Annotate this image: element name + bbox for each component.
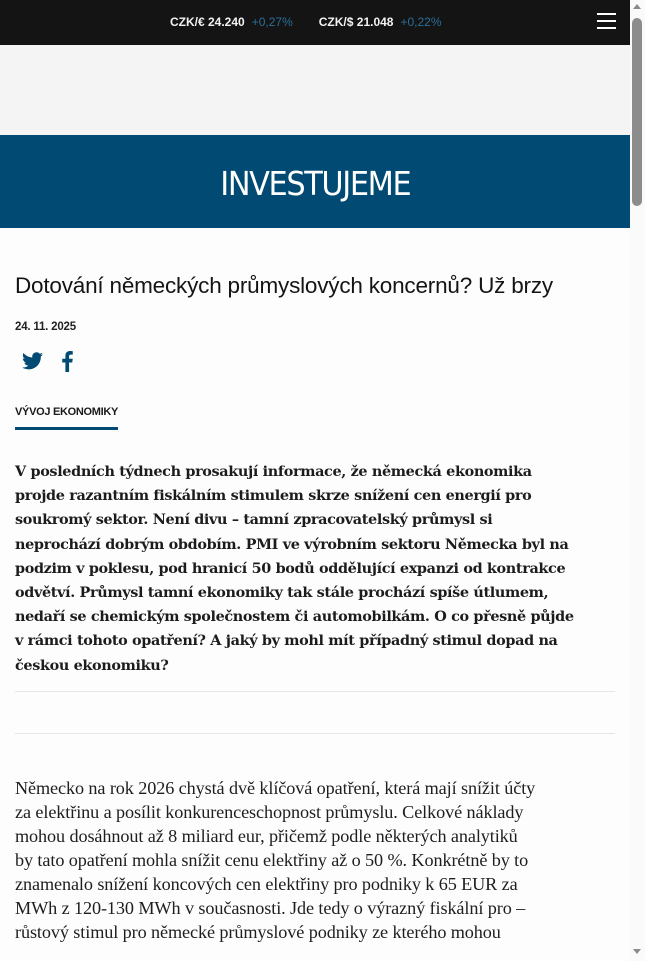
menu-bar xyxy=(597,20,616,22)
menu-bar xyxy=(597,27,616,29)
twitter-icon[interactable] xyxy=(22,352,43,370)
body-line: mohou dosáhnout až 8 miliard eur, přičemž podle některých analytiků xyxy=(15,825,518,846)
brand-banner xyxy=(0,135,630,228)
perex-line: soukromý sektor. Není divu – tamní zpracovatelský průmysl si xyxy=(15,511,493,529)
scroll-down-arrow-icon[interactable] xyxy=(633,949,641,954)
article-date: 24. 11. 2025 xyxy=(15,321,76,333)
perex-line: v rámci tohoto opatření? A jaký by mohl mít případný stimul dopad na xyxy=(15,632,558,650)
perex-line: projde razantním fiskálním stimulem skrze snížení cen energií pro xyxy=(15,487,532,505)
rate-eur-change: +0,27% xyxy=(251,15,293,29)
body-line: MWh z 120-130 MWh v současnosti. Jde tedy o výrazný fiskální pro – xyxy=(15,897,526,918)
scroll-up-arrow-icon[interactable] xyxy=(633,4,641,9)
body-line: za elektřinu a posílit konkurenceschopnost průmyslu. Celkové náklady xyxy=(15,801,524,822)
rate-eur[interactable] xyxy=(170,15,293,29)
perex-line: V posledních týdnech prosakují informace, že německá ekonomika xyxy=(15,463,532,480)
perex-line: podzim v poklesu, pod hranicí 50 bodů oddělující expanzi od kontrakce xyxy=(15,559,566,577)
divider xyxy=(15,733,615,734)
ad-placeholder xyxy=(0,45,630,135)
article xyxy=(0,271,630,944)
vertical-scrollbar[interactable] xyxy=(630,0,645,961)
perex-line: neprochází dobrým obdobím. PMI ve výrobním sektoru Německa byl na xyxy=(15,535,569,553)
divider xyxy=(15,691,615,692)
exchange-rates xyxy=(170,15,442,29)
menu-bar xyxy=(597,13,616,15)
rate-usd-change: +0,22% xyxy=(400,15,442,29)
article-perex xyxy=(15,460,615,678)
body-line: růstový stimul pro německé průmyslové podniky ze kterého mohou xyxy=(15,921,501,942)
perex-line: odvětví. Průmysl tamní ekonomiky tak stále prochází spíše útlumem, xyxy=(15,584,549,602)
category-tag[interactable]: VÝVOJ EKONOMIKY xyxy=(15,406,118,430)
facebook-icon[interactable] xyxy=(62,351,73,372)
perex-line: nedaří se chemickým společnostem či automobilkám. O co přesně půjde xyxy=(15,608,574,626)
article-body xyxy=(15,776,615,944)
ticker-bar xyxy=(0,0,630,45)
hamburger-menu-icon[interactable] xyxy=(597,13,617,31)
rate-usd[interactable] xyxy=(319,15,442,29)
perex-line: českou ekonomiku? xyxy=(15,656,169,674)
body-line: by tato opatření mohla snížit cenu elektřiny až o 50 %. Konkrétně by to xyxy=(15,849,529,870)
article-title: Dotování německých průmyslových koncernů? Už brzy xyxy=(15,273,553,298)
site-logo[interactable]: INVESTUJEME xyxy=(219,164,410,203)
rate-usd-value: CZK/$ 21.048 xyxy=(318,15,394,29)
share-buttons xyxy=(15,349,615,373)
rate-eur-value: CZK/€ 24.240 xyxy=(170,15,245,29)
scrollbar-thumb[interactable] xyxy=(632,18,642,206)
body-line: znamenalo snížení koncových cen elektřiny pro podniky k 65 EUR za xyxy=(15,873,518,894)
body-line: Německo na rok 2026 chystá dvě klíčová opatření, která mají snížit účty xyxy=(15,777,536,798)
